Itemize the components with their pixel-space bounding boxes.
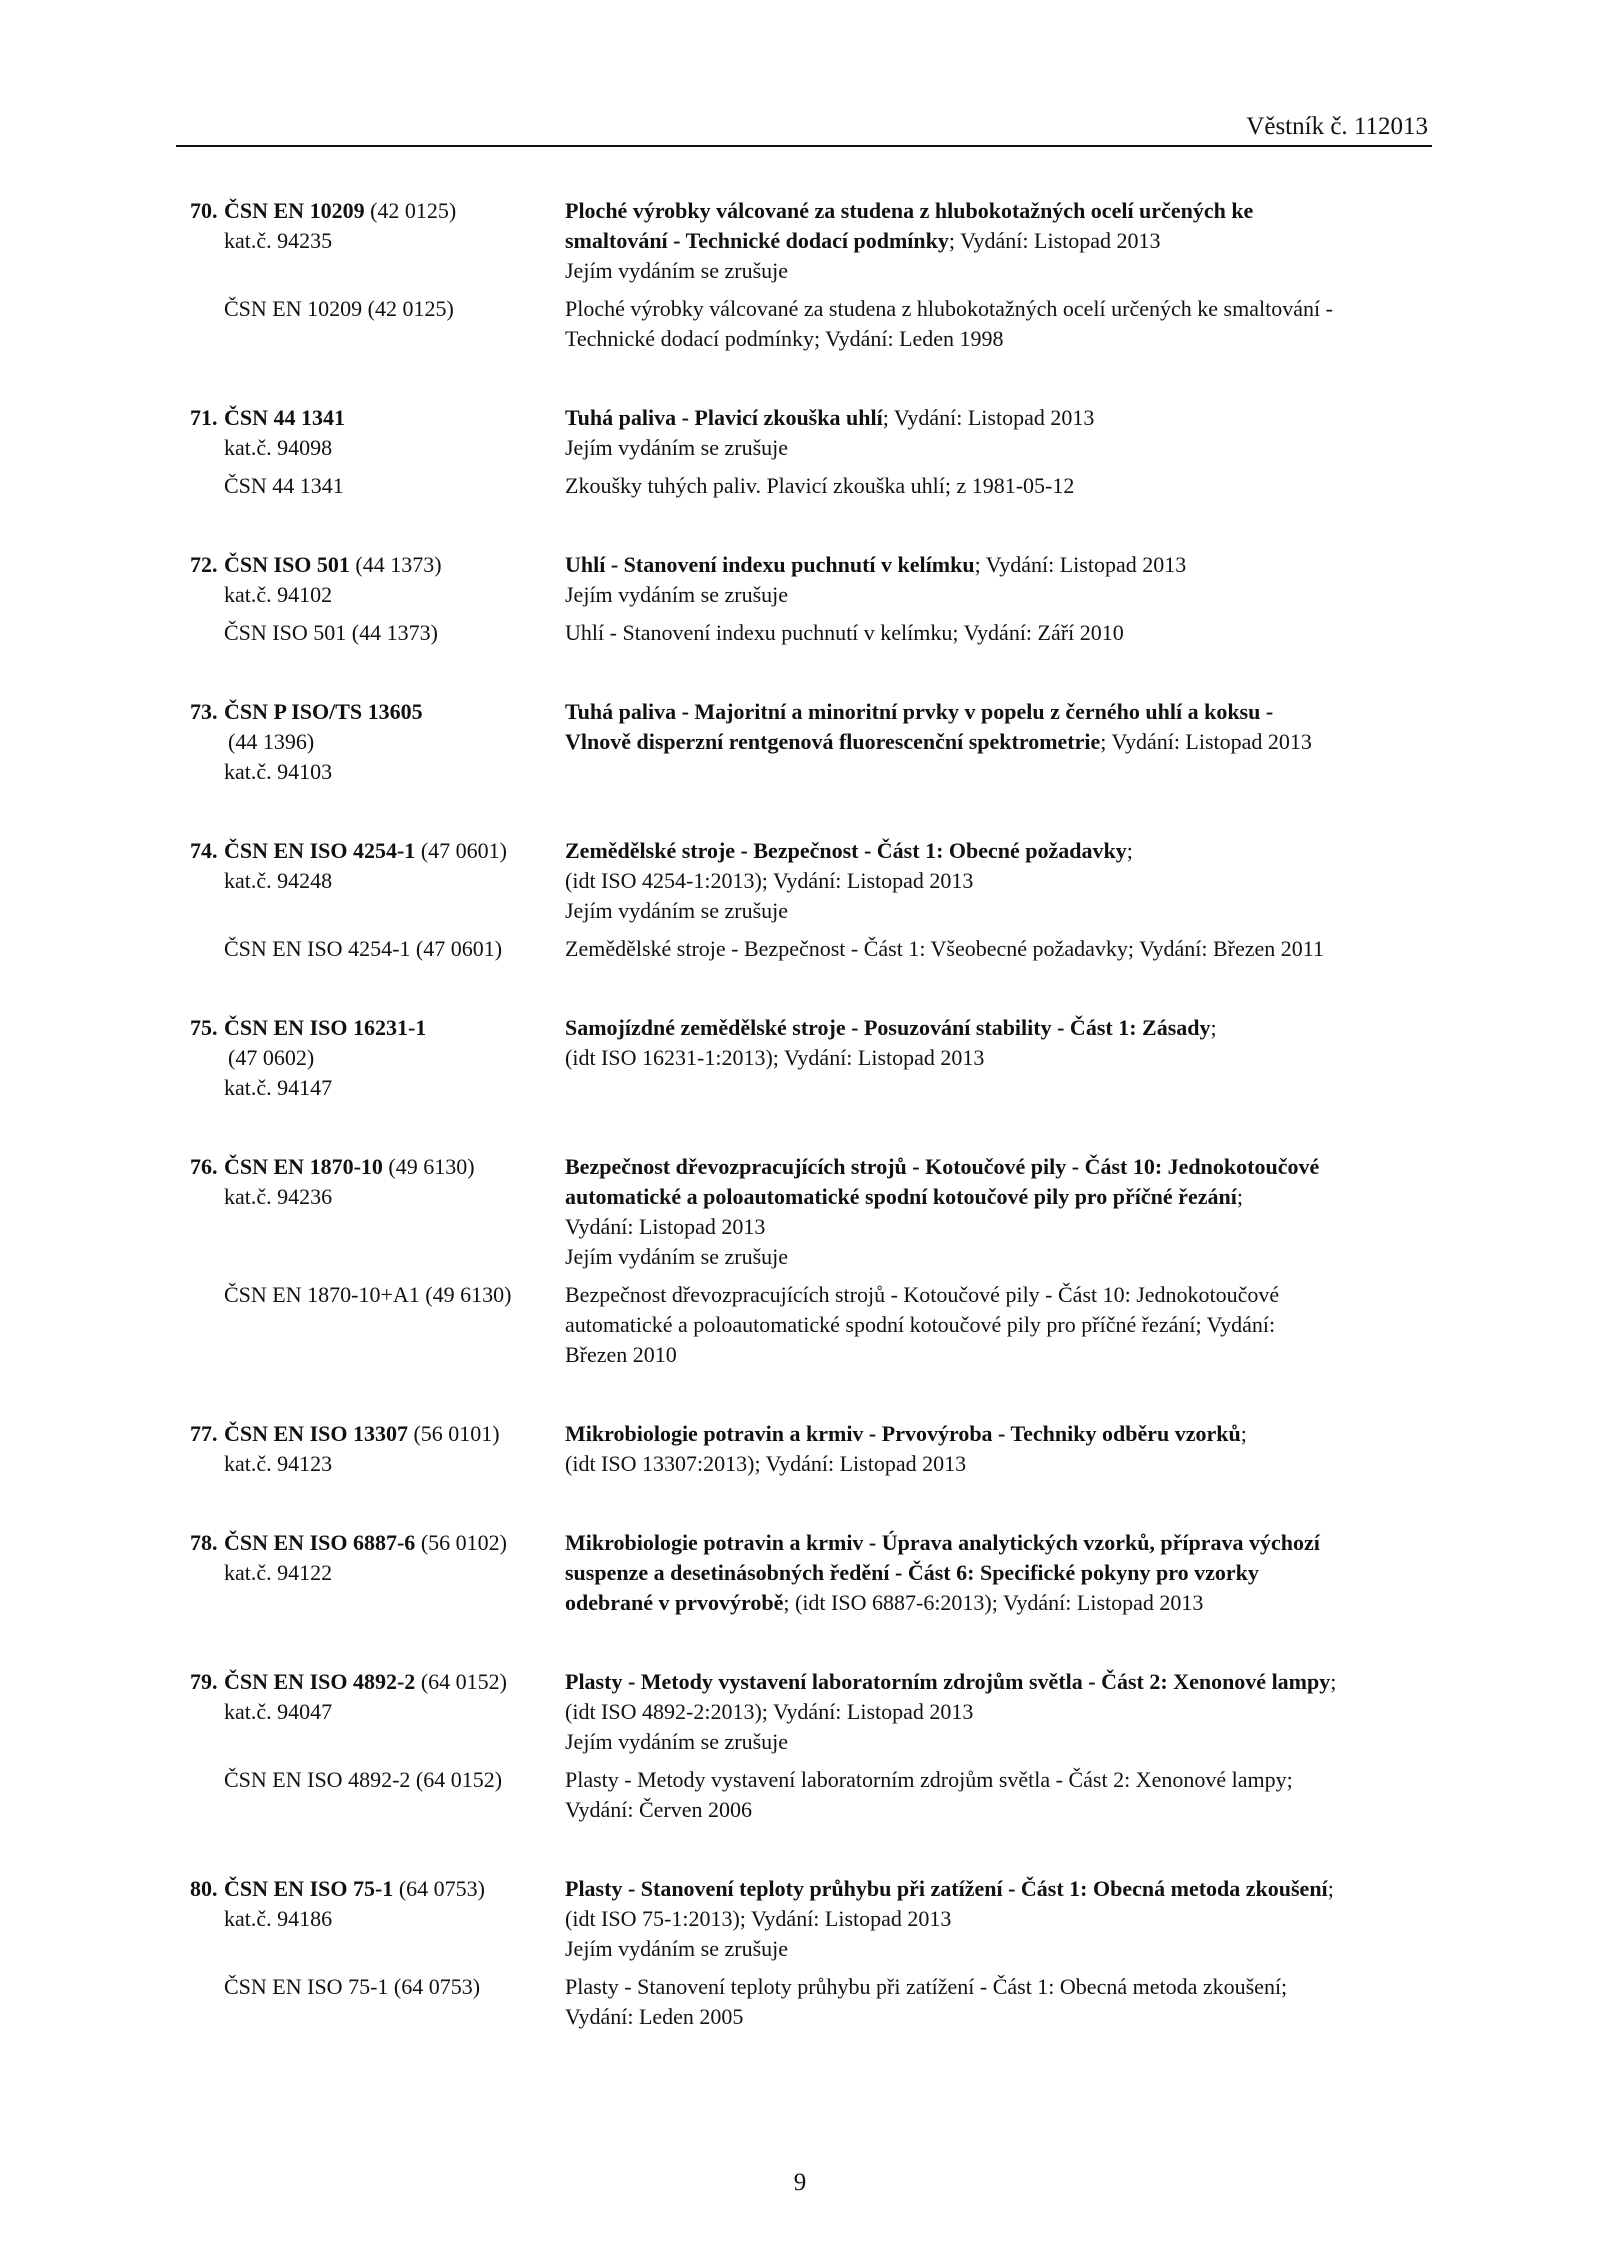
- text-line: [565, 866, 1445, 896]
- text-line: [190, 580, 550, 610]
- text-line: [565, 1727, 1445, 1757]
- standard-designation: [190, 1874, 550, 1934]
- text-line: [565, 1280, 1445, 1310]
- new-standard-row: [0, 550, 1600, 610]
- plain-text: (56 0101): [407, 1421, 500, 1446]
- standard-designation: [190, 1667, 550, 1727]
- plain-text: ;: [1126, 838, 1133, 863]
- text-line: [190, 403, 550, 433]
- standard-designation: [190, 836, 550, 896]
- plain-text: (47 0602): [228, 1045, 315, 1070]
- plain-text: kat.č. 94102: [224, 582, 333, 607]
- bold-text: ČSN EN ISO 13307: [224, 1421, 408, 1446]
- bold-text: ČSN EN 1870-10: [224, 1154, 383, 1179]
- withdrawn-standard-row: [0, 471, 1600, 501]
- bold-text: Tuhá paliva - Majoritní a minoritní prvky v popelu z černého uhlí a koksu -: [565, 699, 1274, 724]
- plain-text: (44 1396): [228, 729, 315, 754]
- entry-number: 79.: [190, 1669, 218, 1694]
- text-line: [565, 1419, 1445, 1449]
- bold-text: Tuhá paliva - Plavicí zkouška uhlí: [565, 405, 883, 430]
- text-line: [190, 196, 550, 226]
- plain-text: ČSN EN ISO 75-1 (64 0753): [224, 1974, 481, 1999]
- bold-text: Mikrobiologie potravin a krmiv - Úprava analytických vzorků, příprava výchozí: [565, 1530, 1320, 1555]
- standard-entry: [0, 196, 1600, 354]
- text-line: [565, 324, 1445, 354]
- text-line: [190, 727, 550, 757]
- plain-text: Plasty - Metody vystavení laboratorním zdrojům světla - Část 2: Xenonové lampy;: [565, 1767, 1293, 1792]
- text-line: [190, 471, 550, 501]
- standard-designation: [190, 1765, 550, 1795]
- text-line: [565, 294, 1445, 324]
- entry-number: 76.: [190, 1154, 218, 1179]
- plain-text: ; Vydání: Listopad 2013: [1100, 729, 1312, 754]
- new-standard-row: [0, 1667, 1600, 1757]
- text-line: [565, 1972, 1445, 2002]
- standards-list: [0, 196, 1600, 2081]
- plain-text: (44 1373): [349, 552, 442, 577]
- text-line: [565, 1667, 1445, 1697]
- standard-designation: [190, 196, 550, 256]
- text-line: [190, 866, 550, 896]
- text-line: [190, 1697, 550, 1727]
- text-line: [190, 1419, 550, 1449]
- plain-text: kat.č. 94248: [224, 868, 333, 893]
- standard-title: [565, 836, 1445, 926]
- standard-designation: [190, 1972, 550, 2002]
- new-standard-row: [0, 836, 1600, 926]
- plain-text: Uhlí - Stanovení indexu puchnutí v kelímku; Vydání: Září 2010: [565, 620, 1124, 645]
- plain-text: (42 0125): [364, 198, 457, 223]
- standard-designation: [190, 1528, 550, 1588]
- entry-number: 77.: [190, 1421, 218, 1446]
- text-line: [565, 697, 1445, 727]
- plain-text: ;: [1210, 1015, 1217, 1040]
- text-line: [565, 1588, 1445, 1618]
- bold-text: Bezpečnost dřevozpracujících strojů - Kotoučové pily - Část 10: Jednokotoučové: [565, 1154, 1320, 1179]
- page-number: 9: [793, 2169, 807, 2196]
- plain-text: ČSN EN ISO 4892-2 (64 0152): [224, 1767, 503, 1792]
- text-line: [565, 1310, 1445, 1340]
- plain-text: Vydání: Listopad 2013: [565, 1214, 766, 1239]
- plain-text: Technické dodací podmínky; Vydání: Leden 1998: [565, 326, 1004, 351]
- text-line: [190, 618, 550, 648]
- bold-text: ČSN EN ISO 75-1: [224, 1876, 394, 1901]
- standard-designation: [190, 1013, 550, 1103]
- plain-text: kat.č. 94235: [224, 228, 333, 253]
- text-line: [190, 1280, 550, 1310]
- text-line: [565, 196, 1445, 226]
- withdrawn-standard-row: [0, 294, 1600, 354]
- entry-number: 72.: [190, 552, 218, 577]
- standard-title: [565, 1972, 1445, 2032]
- text-line: [190, 757, 550, 787]
- plain-text: kat.č. 94186: [224, 1906, 333, 1931]
- plain-text: ;: [1240, 1421, 1247, 1446]
- plain-text: (56 0102): [415, 1530, 507, 1555]
- text-line: [190, 294, 550, 324]
- text-line: [565, 403, 1445, 433]
- text-line: [565, 934, 1445, 964]
- withdrawn-standard-row: [0, 1280, 1600, 1370]
- text-line: [190, 1904, 550, 1934]
- plain-text: Březen 2010: [565, 1342, 677, 1367]
- bold-text: suspenze a desetinásobných ředění - Část 6: Specifické pokyny pro vzorky: [565, 1560, 1259, 1585]
- standard-title: [565, 1013, 1445, 1073]
- bold-text: Plasty - Metody vystavení laboratorním zdrojům světla - Část 2: Xenonové lampy: [565, 1669, 1331, 1694]
- plain-text: Jejím vydáním se zrušuje: [565, 582, 789, 607]
- plain-text: ČSN EN 10209 (42 0125): [224, 296, 454, 321]
- plain-text: ; (idt ISO 6887-6:2013); Vydání: Listopad 2013: [783, 1590, 1204, 1615]
- plain-text: kat.č. 94147: [224, 1075, 333, 1100]
- plain-text: kat.č. 94236: [224, 1184, 333, 1209]
- bold-text: ČSN EN 10209: [224, 198, 365, 223]
- standard-designation: [190, 1152, 550, 1212]
- text-line: [565, 727, 1445, 757]
- plain-text: ;: [1330, 1669, 1337, 1694]
- bold-text: Plasty - Stanovení teploty průhybu při zatížení - Část 1: Obecná metoda zkoušení: [565, 1876, 1328, 1901]
- text-line: [190, 1449, 550, 1479]
- new-standard-row: [0, 196, 1600, 286]
- plain-text: ;: [1236, 1184, 1243, 1209]
- plain-text: kat.č. 94098: [224, 435, 333, 460]
- text-line: [190, 1667, 550, 1697]
- text-line: [190, 1073, 550, 1103]
- plain-text: ;: [1327, 1876, 1334, 1901]
- bold-text: ČSN EN ISO 16231-1: [224, 1015, 427, 1040]
- standard-title: [565, 1874, 1445, 1964]
- text-line: [565, 1795, 1445, 1825]
- text-line: [190, 1013, 550, 1043]
- text-line: [565, 836, 1445, 866]
- standard-title: [565, 934, 1445, 964]
- plain-text: ; Vydání: Listopad 2013: [882, 405, 1095, 430]
- bold-text: ČSN 44 1341: [224, 405, 346, 430]
- standard-designation: [190, 934, 550, 964]
- plain-text: Bezpečnost dřevozpracujících strojů - Kotoučové pily - Část 10: Jednokotoučové: [565, 1282, 1280, 1307]
- standard-entry: [0, 697, 1600, 787]
- standard-entry: [0, 1152, 1600, 1370]
- bold-text: Mikrobiologie potravin a krmiv - Prvovýroba - Techniky odběru vzorků: [565, 1421, 1241, 1446]
- new-standard-row: [0, 1419, 1600, 1479]
- bold-text: ČSN P ISO/TS 13605: [224, 699, 423, 724]
- standard-designation: [190, 294, 550, 324]
- bold-text: automatické a poloautomatické spodní kotoučové pily pro příčné řezání: [565, 1184, 1237, 1209]
- new-standard-row: [0, 403, 1600, 463]
- text-line: [565, 1152, 1445, 1182]
- standard-title: [565, 196, 1445, 286]
- standard-title: [565, 618, 1445, 648]
- text-line: [565, 1340, 1445, 1370]
- plain-text: kat.č. 94047: [224, 1699, 333, 1724]
- standard-entry: [0, 1667, 1600, 1825]
- standard-designation: [190, 471, 550, 501]
- entry-number: 78.: [190, 1530, 218, 1555]
- text-line: [565, 1212, 1445, 1242]
- text-line: [190, 1874, 550, 1904]
- plain-text: ČSN EN ISO 4254-1 (47 0601): [224, 936, 503, 961]
- withdrawn-standard-row: [0, 618, 1600, 648]
- plain-text: Jejím vydáním se zrušuje: [565, 435, 789, 460]
- text-line: [190, 550, 550, 580]
- text-line: [565, 2002, 1445, 2032]
- withdrawn-standard-row: [0, 1972, 1600, 2032]
- plain-text: Zkoušky tuhých paliv. Plavicí zkouška uhlí; z 1981-05-12: [565, 473, 1075, 498]
- standard-entry: [0, 1419, 1600, 1479]
- standard-entry: [0, 1013, 1600, 1103]
- plain-text: (idt ISO 16231-1:2013); Vydání: Listopad 2013: [565, 1045, 985, 1070]
- standard-title: [565, 403, 1445, 463]
- text-line: [190, 1972, 550, 2002]
- text-line: [565, 1528, 1445, 1558]
- new-standard-row: [0, 1528, 1600, 1618]
- plain-text: (idt ISO 4892-2:2013); Vydání: Listopad 2013: [565, 1699, 974, 1724]
- text-line: [565, 1934, 1445, 1964]
- text-line: [565, 618, 1445, 648]
- standard-title: [565, 1419, 1445, 1479]
- text-line: [565, 1242, 1445, 1272]
- entry-number: 75.: [190, 1015, 218, 1040]
- plain-text: Jejím vydáním se zrušuje: [565, 1936, 789, 1961]
- standard-entry: [0, 1874, 1600, 2032]
- bold-text: Samojízdné zemědělské stroje - Posuzování stability - Část 1: Zásady: [565, 1015, 1211, 1040]
- plain-text: automatické a poloautomatické spodní kotoučové pily pro příčné řezání; Vydání:: [565, 1312, 1276, 1337]
- bold-text: Ploché výrobky válcované za studena z hlubokotažných ocelí určených ke: [565, 198, 1254, 223]
- text-line: [565, 1874, 1445, 1904]
- bold-text: odebrané v prvovýrobě: [565, 1590, 784, 1615]
- new-standard-row: [0, 697, 1600, 787]
- plain-text: Vydání: Červen 2006: [565, 1797, 752, 1822]
- plain-text: Vydání: Leden 2005: [565, 2004, 744, 2029]
- text-line: [565, 226, 1445, 256]
- bold-text: ČSN EN ISO 4254-1: [224, 838, 416, 863]
- standard-designation: [190, 1280, 550, 1310]
- text-line: [190, 226, 550, 256]
- entry-number: 71.: [190, 405, 218, 430]
- text-line: [190, 1182, 550, 1212]
- standard-designation: [190, 1419, 550, 1479]
- text-line: [565, 1697, 1445, 1727]
- plain-text: (idt ISO 13307:2013); Vydání: Listopad 2013: [565, 1451, 967, 1476]
- entry-number: 74.: [190, 838, 218, 863]
- text-line: [565, 1013, 1445, 1043]
- standard-designation: [190, 550, 550, 610]
- standard-title: [565, 1765, 1445, 1825]
- text-line: [565, 580, 1445, 610]
- text-line: [565, 1043, 1445, 1073]
- standard-entry: [0, 836, 1600, 964]
- plain-text: kat.č. 94123: [224, 1451, 333, 1476]
- text-line: [565, 1765, 1445, 1795]
- standard-title: [565, 1667, 1445, 1757]
- new-standard-row: [0, 1152, 1600, 1272]
- text-line: [565, 896, 1445, 926]
- plain-text: Zemědělské stroje - Bezpečnost - Část 1: Všeobecné požadavky; Vydání: Březen 2011: [565, 936, 1324, 961]
- header-title: Věstník č. 112013: [1246, 113, 1428, 140]
- withdrawn-standard-row: [0, 934, 1600, 964]
- entry-number: 70.: [190, 198, 218, 223]
- plain-text: (49 6130): [382, 1154, 475, 1179]
- header-rule: [176, 145, 1432, 147]
- entry-number: 80.: [190, 1876, 218, 1901]
- bold-text: ČSN EN ISO 4892-2: [224, 1669, 416, 1694]
- plain-text: Jejím vydáním se zrušuje: [565, 1729, 789, 1754]
- plain-text: ČSN EN 1870-10+A1 (49 6130): [224, 1282, 512, 1307]
- standard-title: [565, 697, 1445, 757]
- text-line: [565, 1449, 1445, 1479]
- plain-text: ; Vydání: Listopad 2013: [974, 552, 1187, 577]
- standard-title: [565, 294, 1445, 354]
- text-line: [565, 1904, 1445, 1934]
- plain-text: ČSN ISO 501 (44 1373): [224, 620, 438, 645]
- standard-title: [565, 1280, 1445, 1370]
- withdrawn-standard-row: [0, 1765, 1600, 1825]
- new-standard-row: [0, 1874, 1600, 1964]
- text-line: [190, 836, 550, 866]
- standard-entry: [0, 550, 1600, 648]
- text-line: [565, 550, 1445, 580]
- bold-text: ČSN ISO 501: [224, 552, 350, 577]
- plain-text: (idt ISO 75-1:2013); Vydání: Listopad 2013: [565, 1906, 952, 1931]
- plain-text: kat.č. 94122: [224, 1560, 333, 1585]
- plain-text: (idt ISO 4254-1:2013); Vydání: Listopad 2013: [565, 868, 974, 893]
- plain-text: ; Vydání: Listopad 2013: [948, 228, 1161, 253]
- plain-text: Jejím vydáním se zrušuje: [565, 1244, 789, 1269]
- standard-entry: [0, 1528, 1600, 1618]
- standard-entry: [0, 403, 1600, 501]
- text-line: [190, 1558, 550, 1588]
- bold-text: Zemědělské stroje - Bezpečnost - Část 1: Obecné požadavky: [565, 838, 1127, 863]
- text-line: [190, 934, 550, 964]
- plain-text: Jejím vydáním se zrušuje: [565, 258, 789, 283]
- text-line: [565, 471, 1445, 501]
- plain-text: (64 0753): [393, 1876, 485, 1901]
- standard-title: [565, 1528, 1445, 1618]
- standard-designation: [190, 697, 550, 787]
- plain-text: Ploché výrobky válcované za studena z hlubokotažných ocelí určených ke smaltování -: [565, 296, 1333, 321]
- bold-text: Uhlí - Stanovení indexu puchnutí v kelímku: [565, 552, 975, 577]
- text-line: [190, 1043, 550, 1073]
- text-line: [190, 1528, 550, 1558]
- text-line: [565, 433, 1445, 463]
- text-line: [190, 1765, 550, 1795]
- bold-text: smaltování - Technické dodací podmínky: [565, 228, 949, 253]
- standard-title: [565, 471, 1445, 501]
- new-standard-row: [0, 1013, 1600, 1103]
- plain-text: (47 0601): [415, 838, 507, 863]
- standard-title: [565, 550, 1445, 610]
- plain-text: Plasty - Stanovení teploty průhybu při zatížení - Část 1: Obecná metoda zkoušení;: [565, 1974, 1288, 1999]
- text-line: [565, 1182, 1445, 1212]
- plain-text: Jejím vydáním se zrušuje: [565, 898, 789, 923]
- plain-text: (64 0152): [415, 1669, 507, 1694]
- standard-designation: [190, 403, 550, 463]
- bold-text: Vlnově disperzní rentgenová fluorescenční spektrometrie: [565, 729, 1101, 754]
- plain-text: ČSN 44 1341: [224, 473, 344, 498]
- standard-title: [565, 1152, 1445, 1272]
- plain-text: kat.č. 94103: [224, 759, 333, 784]
- standard-designation: [190, 618, 550, 648]
- text-line: [565, 256, 1445, 286]
- text-line: [190, 697, 550, 727]
- entry-number: 73.: [190, 699, 218, 724]
- text-line: [190, 1152, 550, 1182]
- text-line: [190, 433, 550, 463]
- text-line: [565, 1558, 1445, 1588]
- bold-text: ČSN EN ISO 6887-6: [224, 1530, 416, 1555]
